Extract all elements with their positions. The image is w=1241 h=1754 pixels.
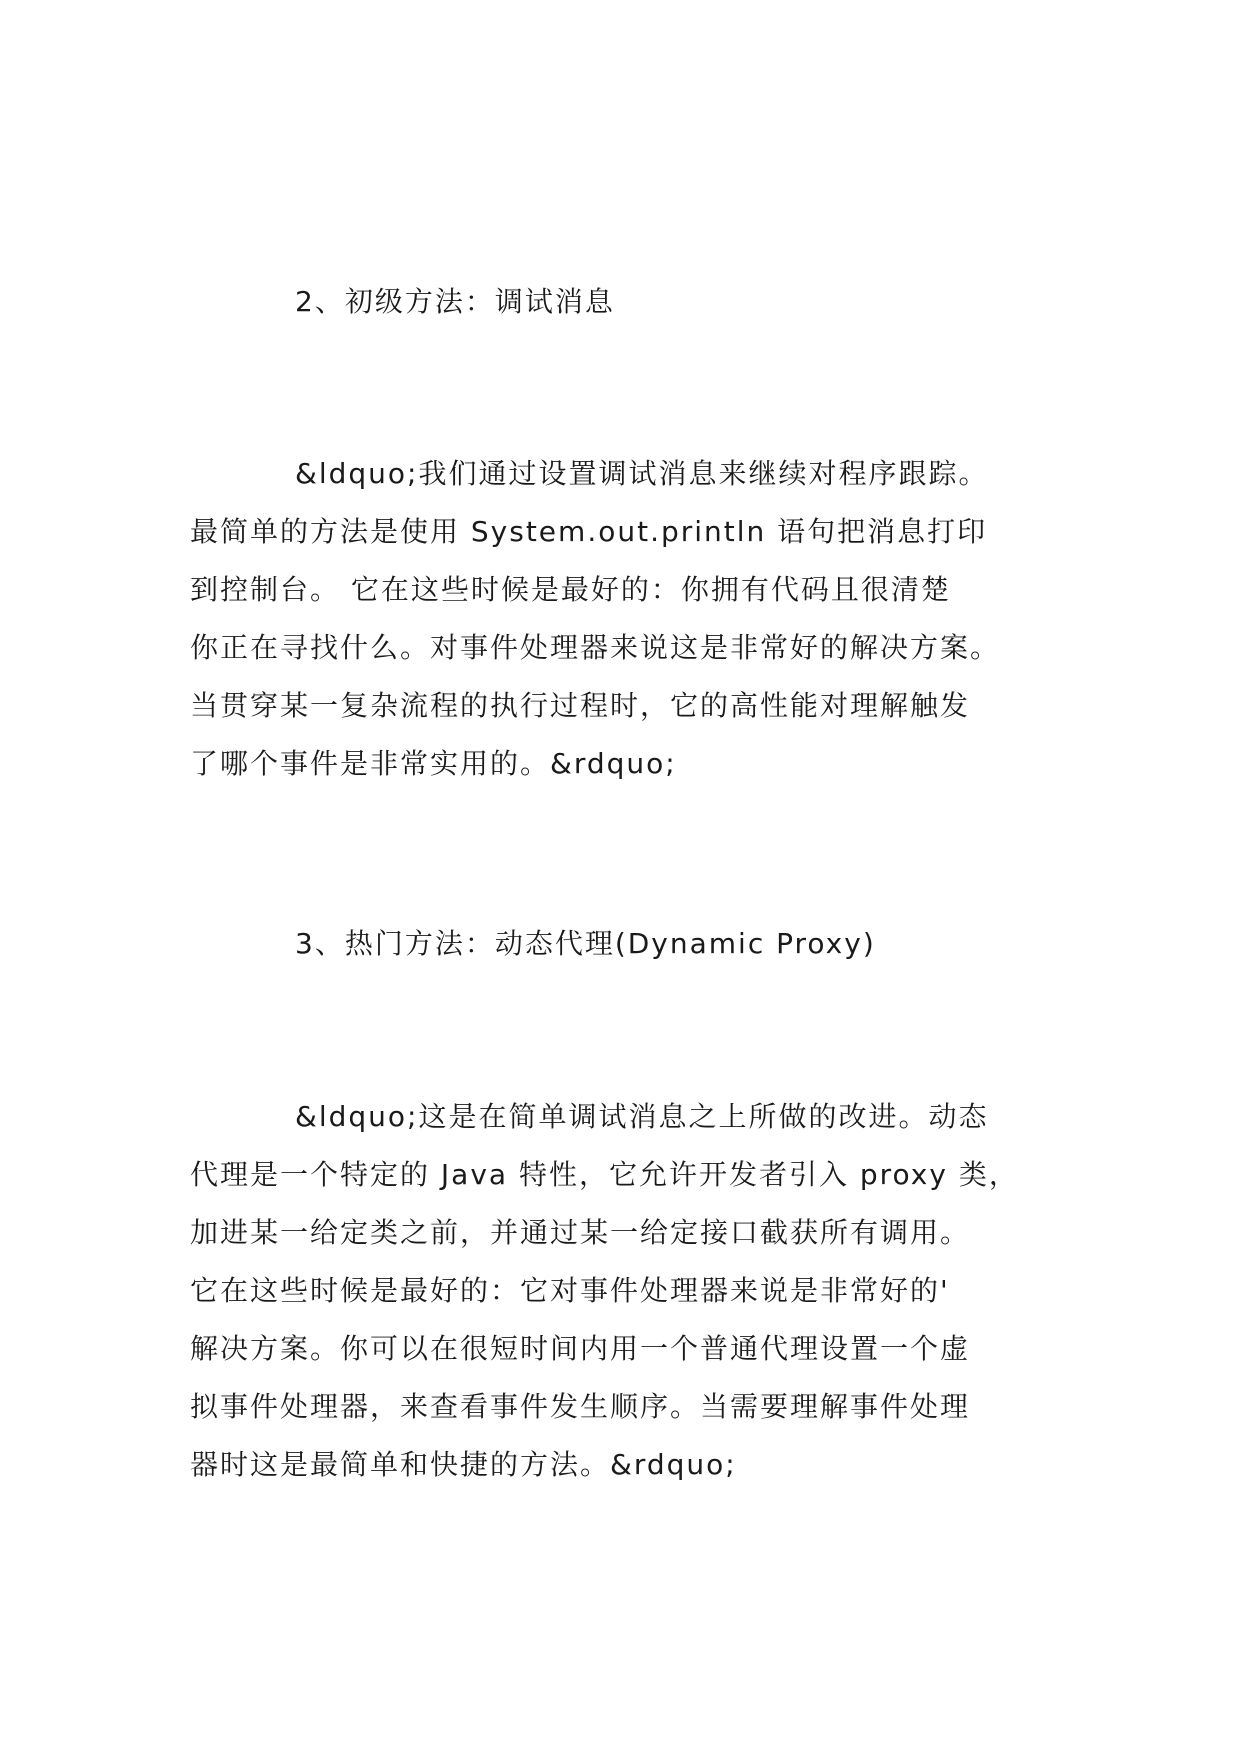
paragraph-line: &ldquo;这是在简单调试消息之上所做的改进。动态 [295,1100,989,1133]
paragraph [190,1088,1070,1494]
paragraph-line: 当贯穿某一复杂流程的执行过程时，它的高性能对理解触发 [190,689,971,722]
paragraph [190,445,1070,793]
paragraph-line: 最简单的方法是使用 System.out.println 语句把消息打印 [190,515,988,548]
paragraph-line: 到控制台。 它在这些时候是最好的：你拥有代码且很清楚 [190,573,951,606]
paragraph-line: 加进某一给定类之前，并通过某一给定接口截获所有调用。 [190,1216,971,1249]
section-heading: 2、初级方法：调试消息 [295,285,615,318]
paragraph-line: 器时这是最简单和快捷的方法。&rdquo; [190,1448,737,1481]
paragraph-line: 了哪个事件是非常实用的。&rdquo; [190,747,677,780]
paragraph-line: 代理是一个特定的 Java 特性，它允许开发者引入 proxy 类， [190,1158,1019,1191]
paragraph-line: 它在这些时候是最好的：它对事件处理器来说是非常好的' [190,1274,950,1307]
section-heading: 3、热门方法：动态代理(Dynamic Proxy) [295,927,876,960]
paragraph-line: 你正在寻找什么。对事件处理器来说这是非常好的解决方案。 [190,631,1001,664]
paragraph-line: 解决方案。你可以在很短时间内用一个普通代理设置一个虚 [190,1332,971,1365]
paragraph-line: &ldquo;我们通过设置调试消息来继续对程序跟踪。 [295,457,989,490]
paragraph-line: 拟事件处理器，来查看事件发生顺序。当需要理解事件处理 [190,1390,971,1423]
